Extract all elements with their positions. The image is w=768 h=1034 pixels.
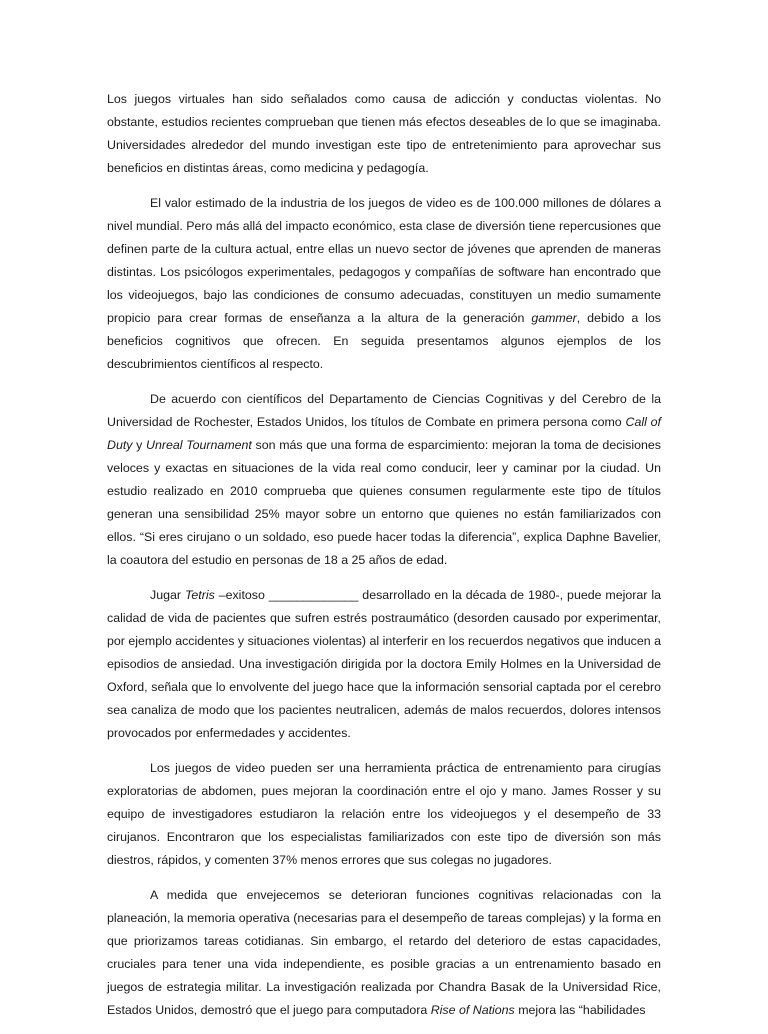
paragraph-2-text-a: El valor estimado de la industria de los juegos de video es de 100.000 millones de dólares a nivel mundial. Pero más allá del impacto económico, esta clase de diversión tiene repercusiones que definen parte de la cultura actual, entre ellas un nuevo sector de jóvenes que aprenden de maneras distintas. Los psicólogos experimentales, pedagogos y compañías de software han encontrado que los videojuegos, bajo las condiciones de consumo adecuadas, constituyen un medio sumamente propicio para crear formas de enseñanza a la altura de la generación: [107, 196, 661, 325]
paragraph-4-italic-tetris: Tetris: [184, 588, 215, 602]
paragraph-4-text-b: –exitoso _____________ desarrollado en la década de 1980-, puede mejorar la calidad de vida de pacientes que sufren estrés postraumático (desorden causado por experimentar, por ejemplo accidentes y situaciones violentas) al interferir en los recuerdos negativos que inducen a episodios de ansiedad. Una investigación dirigida por la doctora Emily Holmes en la Universidad de Oxford, señala que lo envolvente del juego hace que la información sensorial captada por el cerebro sea canaliza de modo que los pacientes neutralicen, además de malos recuerdos, dolores intensos provocados por enfermedades y accidentes.: [107, 588, 662, 740]
paragraph-6: [107, 884, 661, 1022]
paragraph-1-text: Los juegos virtuales han sido señalados como causa de adicción y conductas violentas. No obstante, estudios recientes comprueban que tienen más efectos deseables de lo que se imaginaba. Universidades alrededor del mundo investigan este tipo de entretenimiento para aprovechar sus beneficios en distintas áreas, como medicina y pedagogía.: [107, 92, 661, 175]
paragraph-4: [107, 584, 661, 745]
paragraph-3: [107, 388, 661, 572]
paragraph-4-text-a: Jugar: [150, 588, 185, 602]
paragraph-2: [107, 192, 661, 376]
paragraph-5: [107, 757, 661, 872]
document-page: [107, 88, 661, 1034]
paragraph-3-text-b: y: [132, 438, 147, 452]
paragraph-1: [107, 88, 661, 180]
paragraph-5-text: Los juegos de video pueden ser una herramienta práctica de entrenamiento para cirugías exploratorias de abdomen, pues mejoran la coordinación entre el ojo y mano. James Rosser y su equipo de investigadores estudiaron la relación entre los videojuegos y el desempeño de 33 cirujanos. Encontraron que los especialistas familiarizados con este tipo de diversión son más diestros, rápidos, y comenten 37% menos errores que sus colegas no jugadores.: [107, 761, 661, 867]
paragraph-6-text-a: A medida que envejecemos se deterioran funciones cognitivas relacionadas con la planeación, la memoria operativa (necesarias para el desempeño de tareas complejas) y la forma en que priorizamos tareas cotidianas. Sin embargo, el retardo del deterioro de estas capacidades, cruciales para tener una vida independiente, es posible gracias a un entrenamiento basado en juegos de estrategia militar. La investigación realizada por Chandra Basak de la Universidad Rice, Estados Unidos, demostró que el juego para computadora: [107, 888, 661, 1017]
paragraph-3-italic-unreal-tournament: Unreal Tournament: [146, 438, 252, 452]
paragraph-3-text-c: son más que una forma de esparcimiento: mejoran la toma de decisiones veloces y exactas en situaciones de la vida real como conducir, leer y caminar por la ciudad. Un estudio realizado en 2010 comprueba que quienes consumen regularmente este tipo de títulos generan una sensibilidad 25% mayor sobre un entorno que quienes no están familiarizados con ellos. “Si eres cirujano o un soldado, eso puede hacer todas la diferencia”, explica Daphne Bavelier, la coautora del estudio en personas de 18 a 25 años de edad.: [107, 438, 661, 567]
paragraph-2-italic-gammer: gammer: [531, 311, 577, 325]
paragraph-3-text-a: De acuerdo con científicos del Departamento de Ciencias Cognitivas y del Cerebro de la Universidad de Rochester, Estados Unidos, los títulos de Combate en primera persona como: [107, 392, 661, 429]
paragraph-2-text-b: , debido a los beneficios cognitivos que ofrecen. En seguida presentamos algunos ejemplos de los descubrimientos científicos al respecto.: [107, 311, 661, 371]
paragraph-6-text-b: mejora las “habilidades: [514, 1003, 646, 1017]
paragraph-3-italic-call-of-duty: Call of Duty: [107, 415, 661, 452]
paragraph-6-italic-rise-of-nations: Rise of Nations: [430, 1003, 515, 1017]
